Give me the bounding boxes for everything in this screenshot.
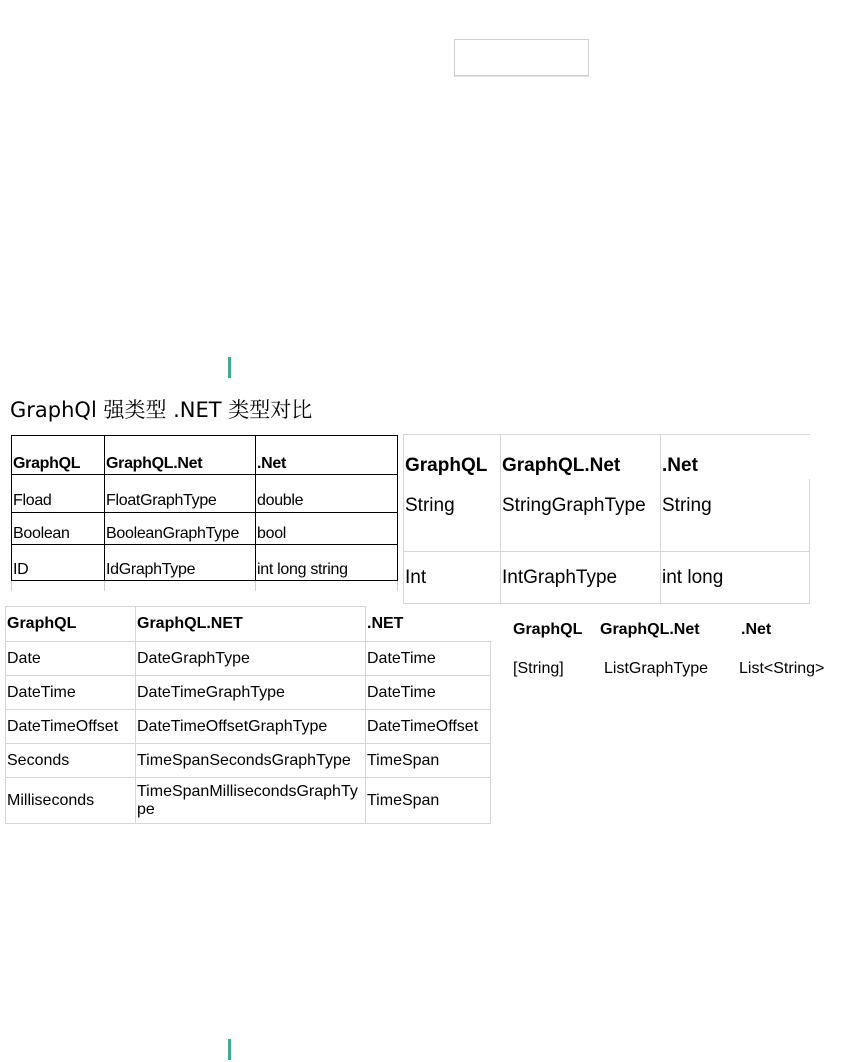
table-row: [6, 676, 491, 710]
table-row: [6, 642, 491, 676]
table-cell: bool: [256, 513, 398, 545]
table-row: [404, 552, 810, 604]
header-cell: .Net: [661, 435, 810, 480]
table-row: [404, 479, 810, 552]
header-cell: .Net: [256, 436, 398, 475]
table-cell: int long string: [256, 545, 398, 581]
header-cell: GraphQL.Net: [105, 436, 256, 475]
table-cell: int long: [661, 552, 810, 604]
datetime-types-table: [5, 606, 491, 824]
table-header-row: [6, 607, 491, 642]
table-cell: String: [661, 479, 810, 552]
table-row: [12, 475, 398, 513]
text-cursor-top: [228, 357, 231, 378]
table-row: [6, 778, 491, 824]
header-cell: GraphQL: [6, 607, 136, 642]
table-row: [6, 710, 491, 744]
table-cell: FloatGraphType: [105, 475, 256, 513]
table-cell: [String]: [513, 660, 564, 677]
text-cursor-bottom: [228, 1039, 231, 1060]
table-cell: DateTime: [366, 676, 491, 710]
table-header-row: [12, 436, 398, 475]
table-cell: List<String>: [739, 660, 825, 677]
table-cell: Date: [6, 642, 136, 676]
table-cell: StringGraphType: [501, 479, 661, 552]
table-cell: TimeSpanSecondsGraphType: [136, 744, 366, 778]
table-cell: TimeSpan: [366, 744, 491, 778]
header-cell: GraphQL.Net: [600, 621, 700, 638]
table-row: [12, 513, 398, 545]
table-cell: BooleanGraphType: [105, 513, 256, 545]
table-cell: IdGraphType: [105, 545, 256, 581]
table-cell: String: [404, 479, 501, 552]
table-cell: Fload: [12, 475, 105, 513]
table-cell: DateGraphType: [136, 642, 366, 676]
header-cell: GraphQL: [12, 436, 105, 475]
table-cell: Seconds: [6, 744, 136, 778]
table-cell: DateTime: [6, 676, 136, 710]
table-header-row: [404, 435, 810, 480]
basic-types-table: [11, 435, 398, 591]
header-cell: .Net: [741, 621, 772, 638]
table-row-empty: [12, 581, 398, 592]
page-heading: GraphQl 强类型 .NET 类型对比: [10, 398, 313, 422]
table-cell: TimeSpan: [366, 778, 491, 824]
table-cell: TimeSpanMillisecondsGraphType: [136, 778, 366, 824]
empty-text-box[interactable]: [454, 39, 589, 76]
table-cell: Int: [404, 552, 501, 604]
table-row: [6, 744, 491, 778]
table-cell: DateTimeOffset: [366, 710, 491, 744]
header-cell: GraphQL: [404, 435, 501, 480]
table-cell: Boolean: [12, 513, 105, 545]
header-cell: GraphQL.NET: [136, 607, 366, 642]
table-cell: DateTimeOffsetGraphType: [136, 710, 366, 744]
table-row: [12, 545, 398, 581]
table-cell: IntGraphType: [501, 552, 661, 604]
header-cell: GraphQL.Net: [501, 435, 661, 480]
table-cell: double: [256, 475, 398, 513]
table-cell: DateTimeOffset: [6, 710, 136, 744]
table-cell: ListGraphType: [604, 660, 709, 677]
table-cell: DateTimeGraphType: [136, 676, 366, 710]
header-cell: .NET: [366, 607, 491, 642]
table-cell: ID: [12, 545, 105, 581]
table-cell: Milliseconds: [6, 778, 136, 824]
header-cell: GraphQL: [513, 621, 583, 638]
table-cell: DateTime: [366, 642, 491, 676]
string-int-table: [403, 434, 810, 604]
